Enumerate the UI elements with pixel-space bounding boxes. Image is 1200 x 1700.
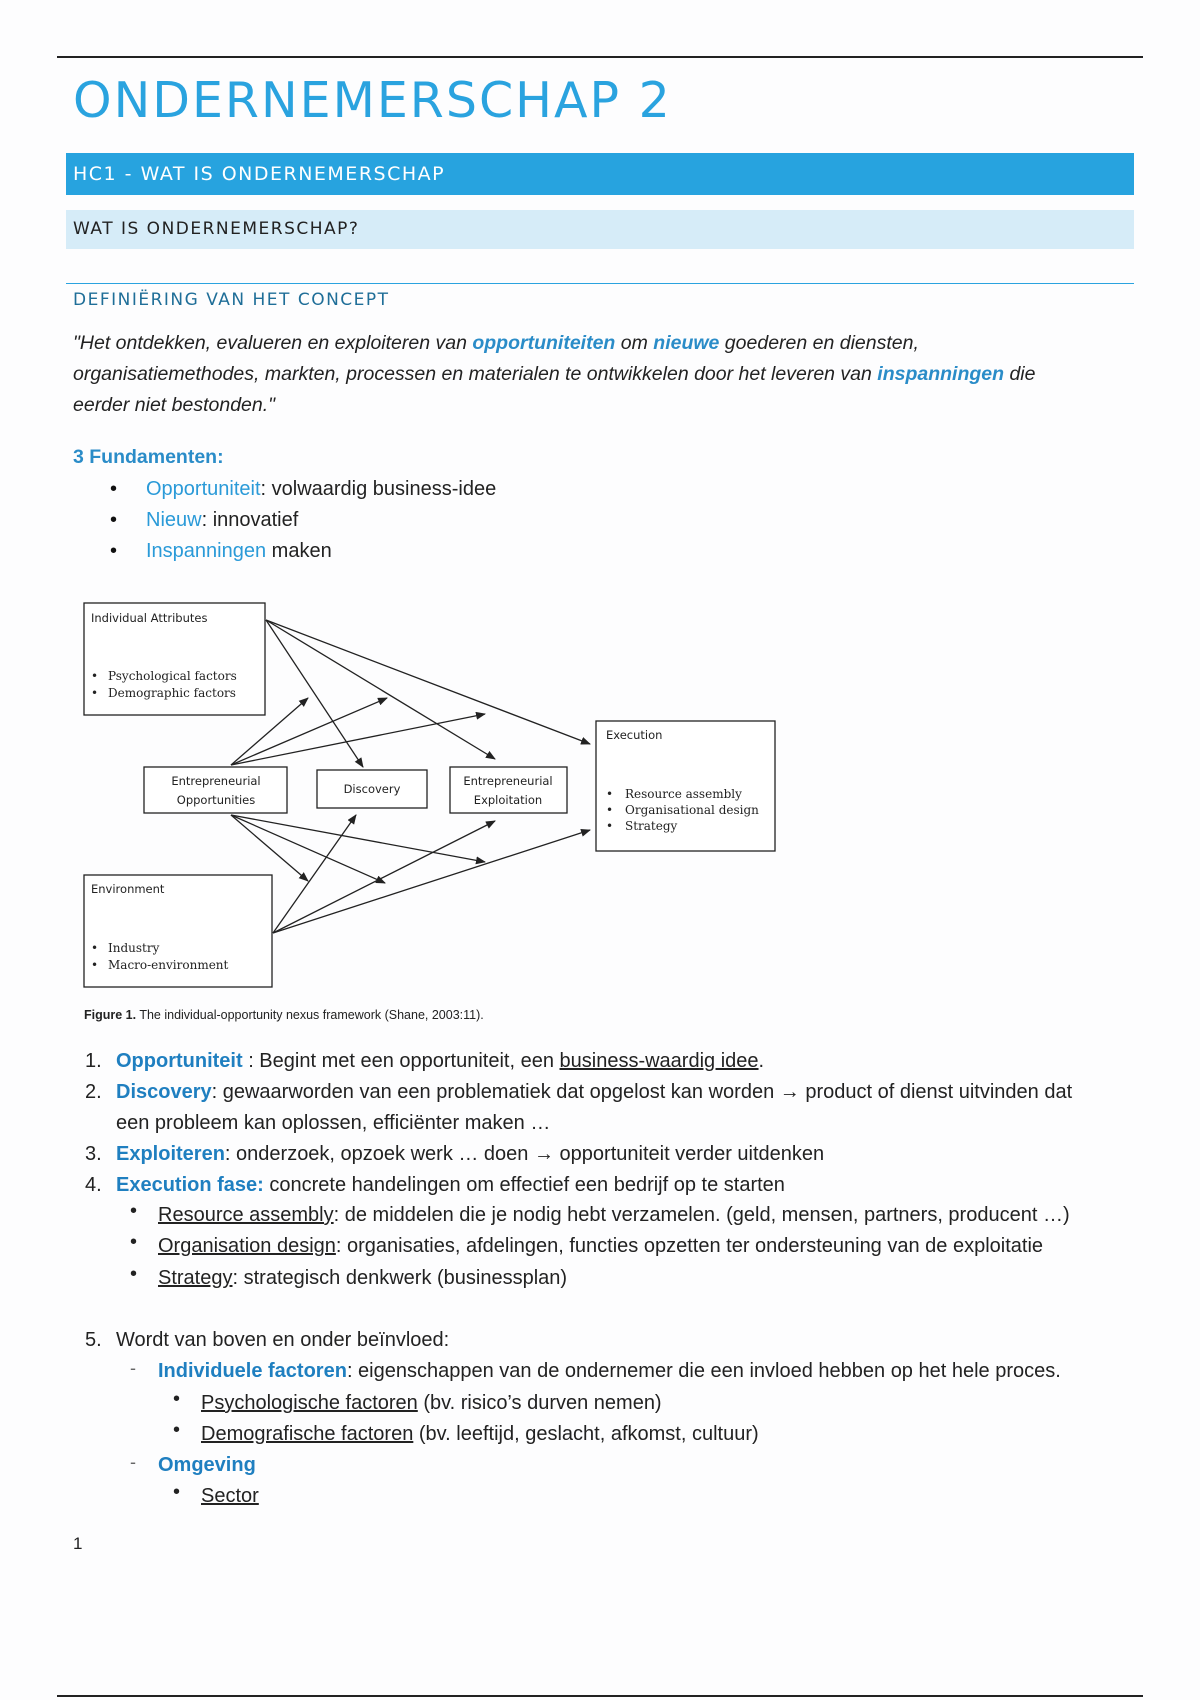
arrow-environment-execution — [273, 830, 590, 933]
execution-item-1: Resource assembly — [625, 787, 742, 801]
bullet-glyph: • — [606, 787, 614, 801]
heading-2-bar: WAT IS ONDERNEMERSCHAP? — [66, 210, 1134, 249]
bullet-glyph: • — [173, 1388, 181, 1410]
environment-title: Environment — [91, 882, 165, 896]
bullet-glyph: • — [91, 941, 99, 955]
individual-item-2: Demographic factors — [108, 686, 236, 700]
exploitation-line1: Entrepreneurial — [463, 774, 553, 788]
execution-item-3: Strategy — [625, 819, 678, 833]
arrow-opportunities-up-3 — [231, 714, 485, 765]
arrow-opportunities-down-1 — [231, 815, 308, 881]
influence-environment-sub-1: Sector — [201, 1485, 259, 1507]
dash-glyph: - — [130, 1358, 136, 1378]
business-idee-link: business-waardig idee — [559, 1050, 759, 1072]
arrow-opportunities-down-2 — [231, 815, 385, 883]
bullet-glyph: • — [173, 1419, 181, 1441]
opportunities-line1: Entrepreneurial — [171, 774, 261, 788]
environment-item-2: Macro-environment — [108, 958, 229, 972]
bottom-rule — [57, 1695, 1143, 1697]
bullet-glyph: • — [91, 958, 99, 972]
list-item: • Inspanningen maken — [110, 536, 496, 567]
bullet-glyph: • — [91, 686, 99, 700]
list-item: • Opportuniteit: volwaardig business-idee — [110, 474, 496, 505]
bullet-glyph: • — [91, 669, 99, 683]
bullet-glyph: • — [173, 1481, 181, 1503]
exploitation-line2: Exploitation — [473, 793, 543, 807]
individual-title: Individual Attributes — [91, 611, 208, 625]
fundamenten-list — [110, 474, 496, 567]
figure-caption: Figure 1. The individual-opportunity nexus framework (Shane, 2003:11). — [84, 1008, 484, 1022]
discovery-label: Discovery — [343, 782, 401, 796]
document-title: ONDERNEMERSCHAP 2 — [73, 72, 672, 129]
opportunities-line2: Opportunities — [176, 793, 256, 807]
heading-3-rule — [66, 283, 1134, 284]
influence-individual: Individuele factoren: eigenschappen van de ondernemer die een invloed hebben op het hele proces. — [158, 1360, 1061, 1382]
arrow-individual-exploitation — [266, 620, 495, 759]
influence-individual-sub-2: Demografische factoren (bv. leeftijd, geslacht, afkomst, cultuur) — [201, 1423, 759, 1445]
list-item: • Nieuw: innovatief — [110, 505, 496, 536]
arrow-individual-discovery — [266, 620, 363, 767]
arrow-opportunities-down-3 — [231, 815, 485, 862]
definition-quote: "Het ontdekken, evalueren en exploiteren van opportuniteiten om nieuwe goederen en diensten, organisatiemethodes, markten, processen en materialen te ontwikkelen door het leveren van inspanningen die eerder niet bestonden." — [73, 332, 1036, 416]
top-rule — [57, 56, 1143, 58]
execution-title: Execution — [606, 728, 663, 742]
execution-sub-2: Organisation design: organisaties, afdelingen, functies opzetten ter ondersteuning van de exploitatie — [158, 1235, 1044, 1257]
page-number: 1 — [73, 1534, 83, 1553]
heading-1-bar: HC1 - WAT IS ONDERNEMERSCHAP — [66, 153, 1134, 195]
nexus-framework-diagram — [80, 595, 800, 1030]
environment-item-1: Industry — [108, 941, 160, 955]
arrow-environment-discovery — [273, 815, 356, 933]
dash-glyph: - — [130, 1452, 136, 1472]
influence-individual-sub-1: Psychologische factoren (bv. risico’s durven nemen) — [201, 1392, 662, 1414]
bullet-glyph: • — [606, 803, 614, 817]
influence-environment: Omgeving — [158, 1454, 256, 1476]
execution-item-2: Organisational design — [625, 803, 759, 817]
fundamenten-heading: 3 Fundamenten: — [73, 446, 224, 468]
bullet-glyph: • — [130, 1231, 138, 1253]
execution-sub-1: Resource assembly: de middelen die je nodig hebt verzamelen. (geld, mensen, partners, producent …) — [158, 1204, 1070, 1226]
bullet-glyph: • — [606, 819, 614, 833]
bullet-glyph: • — [130, 1200, 138, 1222]
heading-3: DEFINIËRING VAN HET CONCEPT — [73, 290, 390, 310]
individual-item-1: Psychological factors — [108, 669, 237, 683]
bullet-glyph: • — [130, 1263, 138, 1285]
execution-sub-3: Strategy: strategisch denkwerk (businessplan) — [158, 1267, 568, 1289]
arrow-environment-exploitation — [273, 821, 495, 933]
